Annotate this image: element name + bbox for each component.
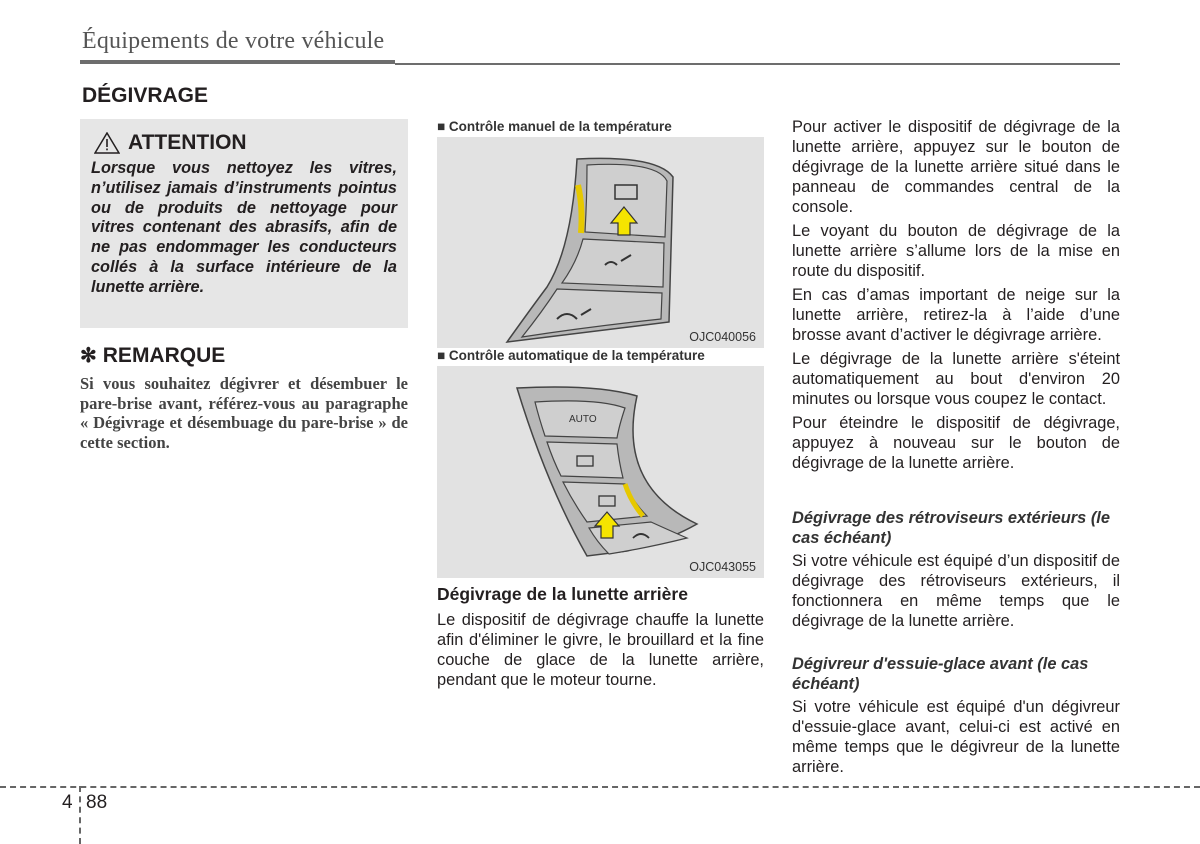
- figure-caption-auto: ■ Contrôle automatique de la température: [437, 348, 705, 363]
- rear-defrost-heading: Dégivrage de la lunette arrière: [437, 584, 688, 604]
- header-rule: [80, 60, 395, 64]
- figure-auto-control: [437, 366, 764, 578]
- chapter-number: 4: [62, 792, 73, 813]
- attention-box: [80, 119, 408, 328]
- wiper-heading: Dégivreur d'essuie-glace avant (le cas échéant): [792, 655, 1089, 693]
- attention-text: Lorsque vous nettoyez les vitres, n’utilisez jamais d’instruments pointus ou de produits de nettoyage pour vitres contenant des abrasifs, afin de ne pas endommager les conducteurs collés à la surface intérieure de la lunette arrière.: [91, 159, 397, 296]
- asterisk-icon: ✻: [80, 345, 97, 367]
- rear-defrost-text: Le dispositif de dégivrage chauffe la lunette afin d'éliminer le givre, le brouillard et la fine couche de glace de la lunette arrière, pendant que le moteur tourne.: [437, 611, 764, 689]
- footer-divider: [79, 786, 81, 844]
- figure-manual-control: [437, 137, 764, 348]
- page-number: 88: [86, 792, 108, 813]
- wiper-text: Si votre véhicule est équipé d'un dégivreur d'essuie-glace avant, celui-ci est activé en même temps que le dégivreur de la lunette arrière.: [792, 698, 1120, 776]
- attention-title: ATTENTION: [128, 131, 247, 154]
- paragraph: Le voyant du bouton de dégivrage de la lunette arrière s’allume lors de la mise en route du dispositif.: [792, 222, 1120, 280]
- footer-rule: [0, 786, 1200, 788]
- running-header: Équipements de votre véhicule: [82, 28, 385, 54]
- paragraph: Pour éteindre le dispositif de dégivrage, appuyez à nouveau sur le bouton de dégivrage de la lunette arrière.: [792, 414, 1120, 472]
- remarque-text: Si vous souhaitez dégivrer et désembuer le pare-brise avant, référez-vous au paragraphe « Dégivrage et désembuage du pare-brise » de cette section.: [80, 374, 408, 453]
- remarque-title: REMARQUE: [102, 343, 226, 367]
- figure-code-manual: OJC040056: [689, 330, 756, 344]
- mirrors-heading: Dégivrage des rétroviseurs extérieurs (le cas échéant): [792, 509, 1110, 547]
- figure-code-auto: OJC043055: [689, 560, 756, 574]
- right-column-body: [792, 117, 1120, 477]
- mirrors-text: Si votre véhicule est équipé d’un dispositif de dégivrage des rétroviseurs extérieurs, il fonctionnera en même temps que le dégivrage de la lunette arrière.: [792, 552, 1120, 630]
- paragraph: Le dégivrage de la lunette arrière s'éteint automatiquement au bout d'environ 20 minutes ou lorsque vous coupez le contact.: [792, 350, 1120, 408]
- auto-control-illustration: [437, 366, 764, 578]
- section-title: DÉGIVRAGE: [82, 84, 209, 107]
- paragraph: Pour activer le dispositif de dégivrage de la lunette arrière, appuyez sur le bouton de dégivrage de la lunette arrière situé dans le panneau de commandes central de la console.: [792, 118, 1120, 216]
- remarque-heading: [80, 343, 225, 368]
- figure-caption-manual: ■ Contrôle manuel de la température: [437, 119, 672, 134]
- attention-heading: [94, 131, 247, 155]
- auto-label: AUTO: [569, 414, 597, 425]
- warning-triangle-icon: [94, 132, 120, 154]
- paragraph: En cas d’amas important de neige sur la lunette arrière, retirez-la à l’aide d’une brosse avant d’activer le dégivrage arrière.: [792, 286, 1120, 344]
- header-rule-thin: [395, 63, 1120, 65]
- manual-control-illustration: [437, 137, 764, 348]
